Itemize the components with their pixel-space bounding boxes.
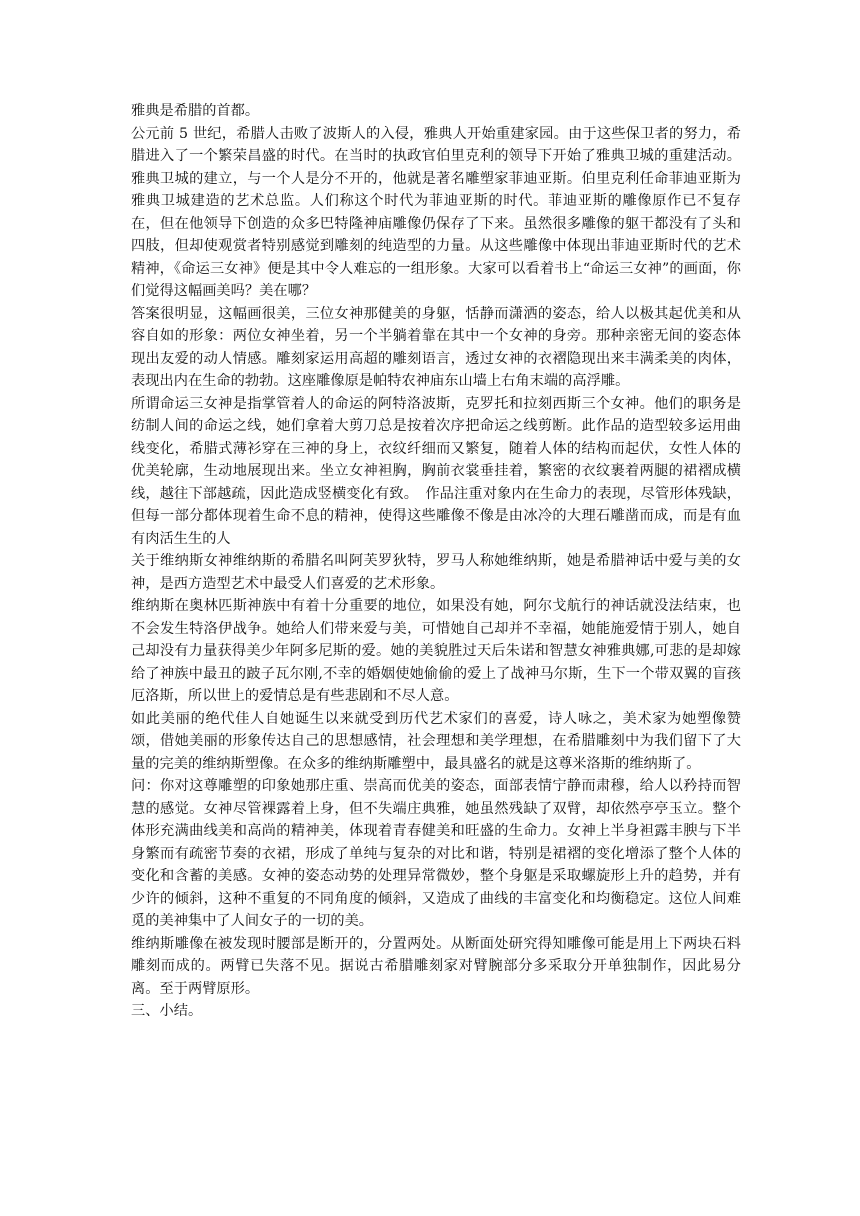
paragraph-venus-myth: 维纳斯在奥林匹斯神族中有着十分重要的地位，如果没有她，阿尔戈航行的神话就没法结束，也不会发生特洛伊战争。她给人们带来爱与美，可惜她自己却并不幸福，她能施爱情于别人，她自己却没有力量获得美少年阿多尼斯的爱。她的美貌胜过天后朱诺和智慧女神雅典娜,可悲的是却嫁给了神族中最丑的跛子瓦尔刚,不幸的婚姻使她偷偷的爱上了战神马尔斯，生下一个带双翼的盲孩厄洛斯，所以世上的爱情总是有些悲剧和不尽人意。 — [131, 598, 741, 704]
paragraph-venus-art: 如此美丽的绝代佳人自她诞生以来就受到历代艺术家们的喜爱，诗人咏之，美术家为她塑像赞颂，借她美丽的形象传达自己的思想感情，社会理想和美学理想，在希腊雕刻中为我们留下了大量的完美的维纳斯塑像。在众多的维纳斯雕塑中，最具盛名的就是这尊米洛斯的维纳斯了。 — [131, 710, 741, 772]
paragraph-persian-war: 公元前 5 世纪，希腊人击败了波斯人的入侵，雅典人开始重建家园。由于这些保卫者的努力，希腊进入了一个繁荣昌盛的时代。在当时的执政官伯里克利的领导下开始了雅典卫城的重建活动。雅典卫城的建立，与一个人是分不开的，他就是著名雕塑家菲迪亚斯。伯里克利任命菲迪亚斯为雅典卫城建造的艺术总监。人们称这个时代为菲迪亚斯的时代。菲迪亚斯的雕像原作已不复存在，但在他领导下创造的众多巴特隆神庙雕像仍保存了下来。虽然很多雕像的躯干都没有了头和四肢，但却使观赏者特别感觉到雕刻的纯造型的力量。从这些雕像中体现出菲迪亚斯时代的艺术精神，《命运三女神》便是其中令人难忘的一组形象。大家可以看着书上“命运三女神”的画面，你们觉得这幅画美吗？美在哪？ — [131, 125, 741, 299]
document-page — [131, 100, 741, 1023]
paragraph-answer: 答案很明显，这幅画很美，三位女神那健美的身躯，恬静而潇洒的姿态，给人以极其起优美和从容自如的形象：两位女神坐着，另一个半躺着靠在其中一个女神的身旁。那种亲密无间的姿态体现出友爱的动人情感。雕刻家运用高超的雕刻语言，透过女神的衣褶隐现出来丰满柔美的肉体，表现出内在生命的勃勃。这座雕像原是帕特农神庙东山墙上右角末端的高浮雕。 — [131, 305, 741, 389]
paragraph-athens-capital: 雅典是希腊的首都。 — [131, 103, 260, 119]
paragraph-summary-heading: 三、小结。 — [131, 1003, 203, 1019]
paragraph-statue-discovery: 维纳斯雕像在被发现时腰部是断开的，分置两处。从断面处研究得知雕像可能是用上下两块石料雕刻而成的。两臂已失落不见。据说古希腊雕刻家对臂腕部分多采取分开单独制作，因此易分离。至于两臂原形。 — [131, 935, 741, 997]
paragraph-question: 问：你对这尊雕塑的印象她那庄重、崇高而优美的姿态，面部表情宁静而肃穆，给人以矜持而智慧的感觉。女神尽管裸露着上身，但不失端庄典雅，她虽然残缺了双臂，却依然亭亭玉立。整个体形充满曲线美和高尚的精神美，体现着青春健美和旺盛的生命力。女神上半身袒露丰腴与下半身繁而有疏密节奏的衣裙，形成了单纯与复杂的对比和谐，特别是裙褶的变化增添了整个人体的变化和含蓄的美感。女神的姿态动势的处理异常微妙，整个身躯是采取螺旋形上升的趋势，并有少许的倾斜，这种不重复的不同角度的倾斜，又造成了曲线的丰富变化和均衡稳定。这位人间难觅的美神集中了人间女子的一切的美。 — [131, 778, 741, 929]
paragraph-three-fates: 所谓命运三女神是指掌管着人的命运的阿特洛波斯，克罗托和拉刻西斯三个女神。他们的职务是纺制人间的命运之线，她们拿着大剪刀总是按着次序把命运之线剪断。此作品的造型较多运用曲线变化，希腊式薄衫穿在三神的身上，衣纹纤细而又繁复，随着人体的结构而起伏，女性人体的优美轮廓，生动地展现出来。坐立女神袒胸，胸前衣裳垂挂着，繁密的衣纹裹着两腿的裙褶成横线，越往下部越疏，因此造成竖横变化有致。 作品注重对象内在生命力的表现，尽管形体残缺，但每一部分都体现着生命不息的精神，使得这些雕像不像是由冰冷的大理石雕凿而成，而是有血有肉活生生的人 — [131, 395, 741, 547]
paragraph-venus-intro: 关于维纳斯女神维纳斯的希腊名叫阿芙罗狄特，罗马人称她维纳斯，她是希腊神话中爱与美的女神，是西方造型艺术中最受人们喜爱的艺术形象。 — [131, 553, 741, 592]
